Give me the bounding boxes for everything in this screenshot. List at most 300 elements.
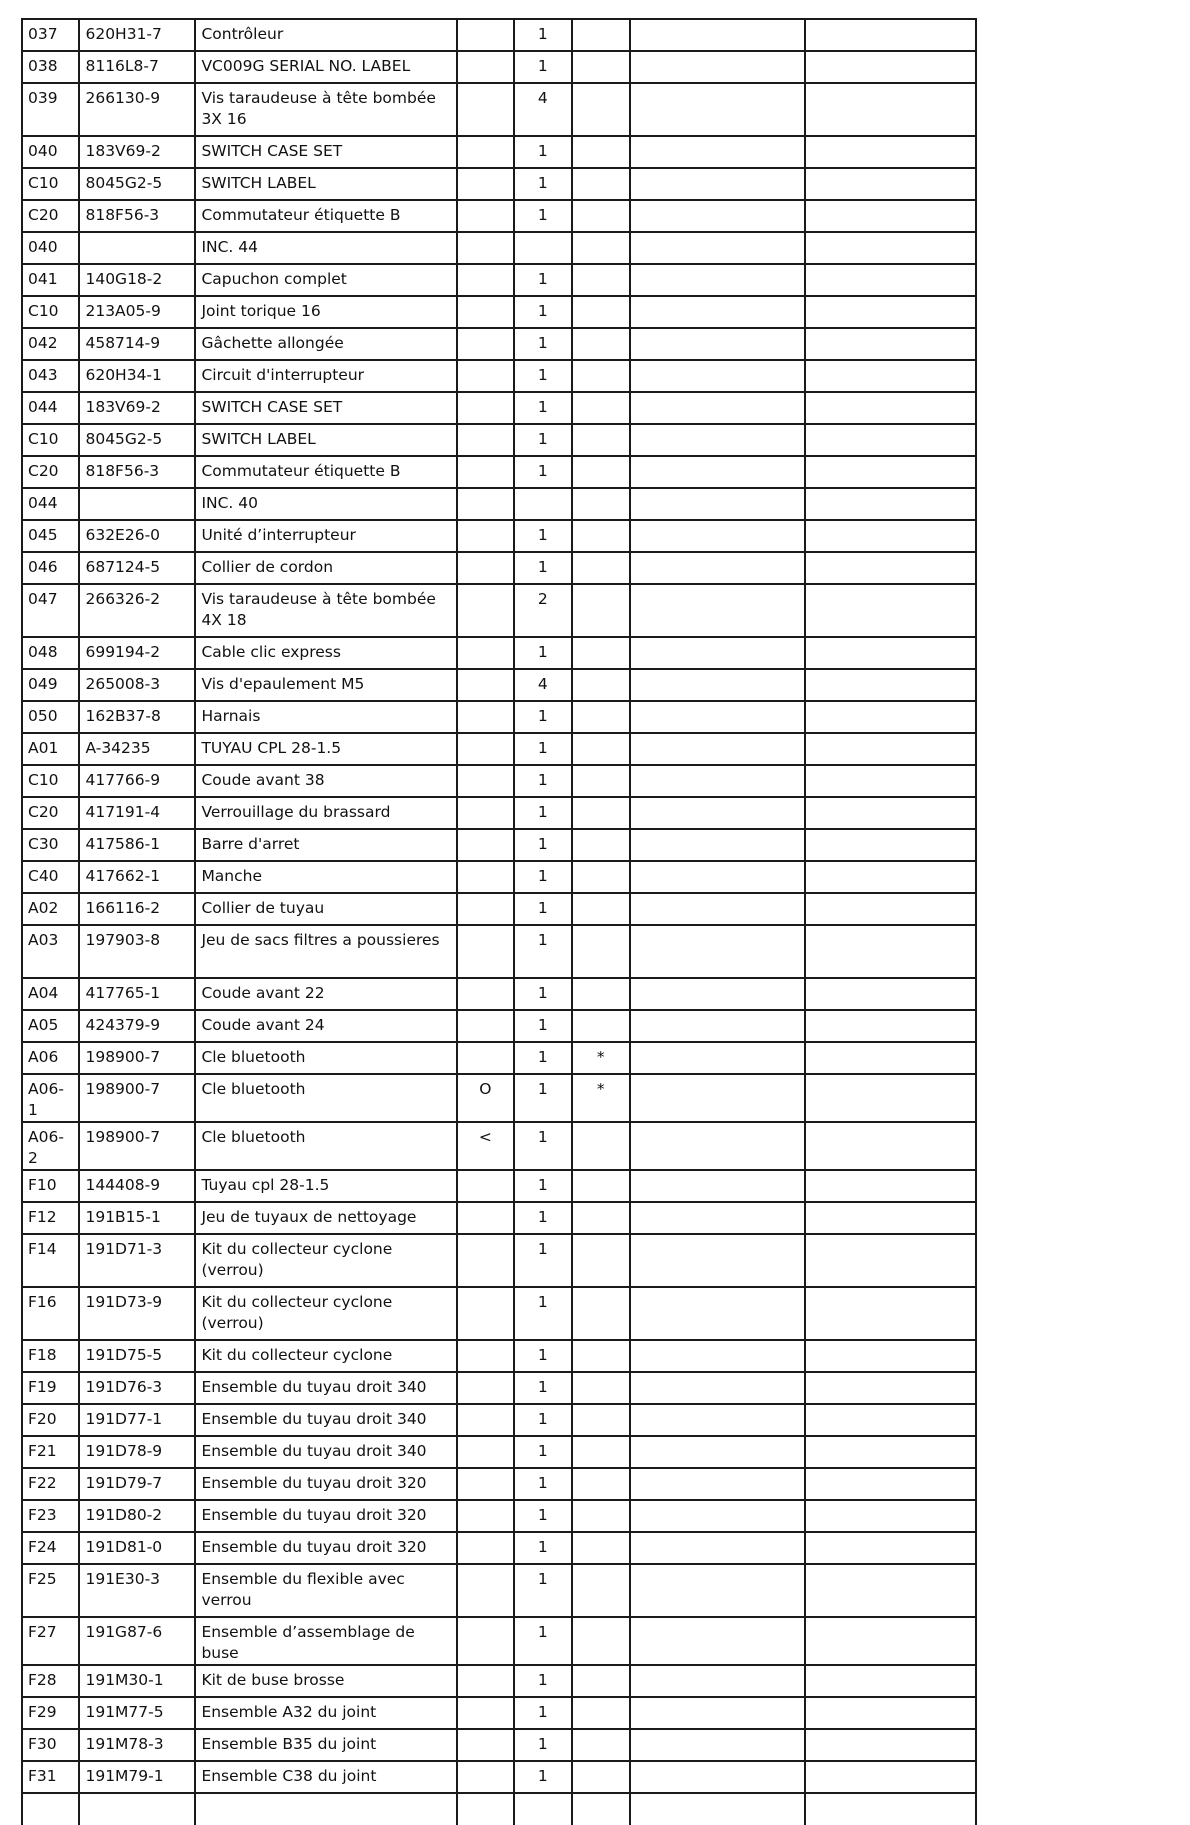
part-number-cell: 699194-2 (79, 637, 195, 669)
quantity-cell: 1 (514, 1202, 571, 1234)
marker-cell (457, 1665, 514, 1697)
quantity-cell: 1 (514, 1234, 571, 1287)
table-row (22, 829, 976, 861)
part-number-cell: 424379-9 (79, 1010, 195, 1042)
item-number-cell: C40 (22, 861, 79, 893)
note-flag-cell (572, 51, 630, 83)
description-cell: Joint torique 16 (195, 296, 456, 328)
note-flag-cell (572, 1340, 630, 1372)
description-cell: Harnais (195, 701, 456, 733)
empty-cell-a (630, 1404, 804, 1436)
table-row (22, 488, 976, 520)
marker-cell (457, 1234, 514, 1287)
empty-cell-b (805, 168, 977, 200)
table-row (22, 1074, 976, 1122)
item-number-cell: F31 (22, 1761, 79, 1793)
item-number-cell: F14 (22, 1234, 79, 1287)
empty-cell-b (805, 1436, 977, 1468)
empty-cell-b (805, 765, 977, 797)
note-flag-cell (572, 1372, 630, 1404)
quantity-cell: 1 (514, 1287, 571, 1340)
part-number-cell: 265008-3 (79, 669, 195, 701)
note-flag-cell (572, 1697, 630, 1729)
table-row (22, 637, 976, 669)
item-number-cell: C20 (22, 797, 79, 829)
empty-cell-a (630, 1042, 804, 1074)
note-flag-cell (572, 1617, 630, 1665)
part-number-cell: 191D80-2 (79, 1500, 195, 1532)
marker-cell (457, 83, 514, 136)
item-number-cell: F16 (22, 1287, 79, 1340)
marker-cell (457, 1564, 514, 1617)
table-row (22, 136, 976, 168)
part-number-cell: 197903-8 (79, 925, 195, 978)
quantity-cell: 2 (514, 584, 571, 637)
quantity-cell: 1 (514, 456, 571, 488)
empty-cell-b (805, 669, 977, 701)
description-cell: Ensemble d’assemblage de buse (195, 1617, 456, 1665)
item-number-cell: 037 (22, 19, 79, 51)
empty-cell (514, 1793, 571, 1825)
item-number-cell: F18 (22, 1340, 79, 1372)
table-row (22, 1729, 976, 1761)
item-number-cell: A02 (22, 893, 79, 925)
table-row (22, 392, 976, 424)
quantity-cell: 1 (514, 360, 571, 392)
part-number-cell: 191E30-3 (79, 1564, 195, 1617)
table-row (22, 925, 976, 978)
table-row (22, 1170, 976, 1202)
note-flag-cell (572, 296, 630, 328)
empty-cell-b (805, 19, 977, 51)
part-number-cell: 417586-1 (79, 829, 195, 861)
quantity-cell: 1 (514, 520, 571, 552)
quantity-cell: 1 (514, 925, 571, 978)
part-number-cell: 198900-7 (79, 1074, 195, 1122)
description-cell: Ensemble du tuyau droit 320 (195, 1500, 456, 1532)
empty-cell-a (630, 1468, 804, 1500)
note-flag-cell (572, 1287, 630, 1340)
item-number-cell: A05 (22, 1010, 79, 1042)
marker-cell (457, 829, 514, 861)
empty-cell-a (630, 136, 804, 168)
part-number-cell: A-34235 (79, 733, 195, 765)
item-number-cell: 046 (22, 552, 79, 584)
item-number-cell: 048 (22, 637, 79, 669)
quantity-cell: 1 (514, 1170, 571, 1202)
item-number-cell: F27 (22, 1617, 79, 1665)
empty-cell-b (805, 1665, 977, 1697)
part-number-cell: 191D78-9 (79, 1436, 195, 1468)
marker-cell (457, 51, 514, 83)
table-row (22, 733, 976, 765)
part-number-cell: 687124-5 (79, 552, 195, 584)
item-number-cell: 040 (22, 232, 79, 264)
part-number-cell: 620H31-7 (79, 19, 195, 51)
part-number-cell: 144408-9 (79, 1170, 195, 1202)
part-number-cell: 632E26-0 (79, 520, 195, 552)
empty-cell-b (805, 861, 977, 893)
note-flag-cell (572, 1170, 630, 1202)
marker-cell (457, 1202, 514, 1234)
empty-cell-a (630, 1340, 804, 1372)
table-row-cut-off (22, 1793, 976, 1825)
description-cell: Coude avant 24 (195, 1010, 456, 1042)
empty-cell-a (630, 1074, 804, 1122)
marker-cell (457, 1729, 514, 1761)
note-flag-cell (572, 893, 630, 925)
table-row (22, 1468, 976, 1500)
description-cell: SWITCH CASE SET (195, 392, 456, 424)
quantity-cell: 1 (514, 51, 571, 83)
empty-cell-a (630, 296, 804, 328)
empty-cell-a (630, 669, 804, 701)
item-number-cell: 040 (22, 136, 79, 168)
table-row (22, 1202, 976, 1234)
empty-cell-a (630, 1500, 804, 1532)
quantity-cell (514, 488, 571, 520)
note-flag-cell (572, 829, 630, 861)
part-number-cell: 183V69-2 (79, 136, 195, 168)
item-number-cell: C10 (22, 168, 79, 200)
part-number-cell: 191D79-7 (79, 1468, 195, 1500)
table-row (22, 861, 976, 893)
part-number-cell: 266326-2 (79, 584, 195, 637)
empty-cell (457, 1793, 514, 1825)
description-cell: Cable clic express (195, 637, 456, 669)
description-cell: INC. 40 (195, 488, 456, 520)
part-number-cell: 191B15-1 (79, 1202, 195, 1234)
quantity-cell: 1 (514, 1404, 571, 1436)
empty-cell-a (630, 168, 804, 200)
empty-cell-b (805, 1202, 977, 1234)
quantity-cell (514, 232, 571, 264)
quantity-cell: 1 (514, 1729, 571, 1761)
part-number-cell: 213A05-9 (79, 296, 195, 328)
item-number-cell: A06 (22, 1042, 79, 1074)
marker-cell: O (457, 1074, 514, 1122)
quantity-cell: 1 (514, 19, 571, 51)
note-flag-cell (572, 456, 630, 488)
table-row (22, 1617, 976, 1665)
marker-cell (457, 669, 514, 701)
empty-cell-a (630, 765, 804, 797)
marker-cell (457, 264, 514, 296)
item-number-cell: F19 (22, 1372, 79, 1404)
quantity-cell: 1 (514, 1436, 571, 1468)
empty-cell-b (805, 1010, 977, 1042)
note-flag-cell (572, 19, 630, 51)
marker-cell (457, 488, 514, 520)
marker-cell (457, 1404, 514, 1436)
empty-cell-b (805, 392, 977, 424)
table-row (22, 328, 976, 360)
table-row (22, 701, 976, 733)
item-number-cell: F12 (22, 1202, 79, 1234)
empty-cell-a (630, 83, 804, 136)
part-number-cell: 8116L8-7 (79, 51, 195, 83)
empty-cell-a (630, 51, 804, 83)
quantity-cell: 1 (514, 829, 571, 861)
table-row (22, 296, 976, 328)
table-row (22, 232, 976, 264)
item-number-cell: F23 (22, 1500, 79, 1532)
table-row (22, 1404, 976, 1436)
table-row (22, 797, 976, 829)
description-cell: Unité d’interrupteur (195, 520, 456, 552)
marker-cell (457, 797, 514, 829)
table-row (22, 1372, 976, 1404)
marker-cell (457, 701, 514, 733)
marker-cell (457, 1500, 514, 1532)
description-cell: Collier de cordon (195, 552, 456, 584)
note-flag-cell (572, 765, 630, 797)
note-flag-cell (572, 1761, 630, 1793)
quantity-cell: 1 (514, 200, 571, 232)
description-cell: INC. 44 (195, 232, 456, 264)
table-row (22, 978, 976, 1010)
item-number-cell: C20 (22, 456, 79, 488)
empty-cell-b (805, 424, 977, 456)
note-flag-cell (572, 200, 630, 232)
part-number-cell: 266130-9 (79, 83, 195, 136)
part-number-cell: 162B37-8 (79, 701, 195, 733)
item-number-cell: A04 (22, 978, 79, 1010)
note-flag-cell (572, 925, 630, 978)
description-cell: Jeu de sacs filtres a poussieres (195, 925, 456, 978)
marker-cell (457, 1468, 514, 1500)
item-number-cell: F28 (22, 1665, 79, 1697)
note-flag-cell (572, 264, 630, 296)
description-cell: Ensemble A32 du joint (195, 1697, 456, 1729)
description-cell: SWITCH CASE SET (195, 136, 456, 168)
empty-cell-b (805, 520, 977, 552)
part-number-cell: 191G87-6 (79, 1617, 195, 1665)
table-row (22, 520, 976, 552)
item-number-cell: 044 (22, 488, 79, 520)
quantity-cell: 1 (514, 1617, 571, 1665)
empty-cell-a (630, 1010, 804, 1042)
table-row (22, 1340, 976, 1372)
marker-cell (457, 424, 514, 456)
part-number-cell: 818F56-3 (79, 200, 195, 232)
table-row (22, 360, 976, 392)
part-number-cell (79, 488, 195, 520)
empty-cell-b (805, 328, 977, 360)
empty-cell-b (805, 1617, 977, 1665)
part-number-cell: 198900-7 (79, 1122, 195, 1170)
marker-cell (457, 893, 514, 925)
empty-cell-a (630, 424, 804, 456)
item-number-cell: 049 (22, 669, 79, 701)
quantity-cell: 1 (514, 328, 571, 360)
empty-cell-b (805, 925, 977, 978)
description-cell: Kit du collecteur cyclone (195, 1340, 456, 1372)
item-number-cell: A03 (22, 925, 79, 978)
parts-list-page (21, 18, 977, 1785)
item-number-cell: A06-2 (22, 1122, 79, 1170)
quantity-cell: 1 (514, 1010, 571, 1042)
description-cell: Cle bluetooth (195, 1042, 456, 1074)
empty-cell-b (805, 1729, 977, 1761)
note-flag-cell (572, 584, 630, 637)
item-number-cell: F10 (22, 1170, 79, 1202)
marker-cell (457, 925, 514, 978)
empty-cell-b (805, 978, 977, 1010)
item-number-cell: F25 (22, 1564, 79, 1617)
empty-cell-b (805, 360, 977, 392)
part-number-cell: 620H34-1 (79, 360, 195, 392)
table-row (22, 893, 976, 925)
quantity-cell: 1 (514, 1074, 571, 1122)
description-cell: SWITCH LABEL (195, 168, 456, 200)
table-row (22, 200, 976, 232)
empty-cell-b (805, 1697, 977, 1729)
description-cell: SWITCH LABEL (195, 424, 456, 456)
quantity-cell: 4 (514, 83, 571, 136)
description-cell: Jeu de tuyaux de nettoyage (195, 1202, 456, 1234)
table-row (22, 584, 976, 637)
note-flag-cell (572, 328, 630, 360)
item-number-cell: 044 (22, 392, 79, 424)
marker-cell (457, 1617, 514, 1665)
description-cell: VC009G SERIAL NO. LABEL (195, 51, 456, 83)
table-row (22, 1665, 976, 1697)
empty-cell-a (630, 1617, 804, 1665)
empty-cell-a (630, 520, 804, 552)
empty-cell-b (805, 1042, 977, 1074)
table-row (22, 1010, 976, 1042)
table-row (22, 83, 976, 136)
part-number-cell: 166116-2 (79, 893, 195, 925)
part-number-cell: 417766-9 (79, 765, 195, 797)
empty-cell-a (630, 360, 804, 392)
quantity-cell: 1 (514, 1122, 571, 1170)
marker-cell (457, 296, 514, 328)
empty-cell-a (630, 584, 804, 637)
table-row (22, 1761, 976, 1793)
empty-cell-b (805, 1532, 977, 1564)
note-flag-cell (572, 424, 630, 456)
empty-cell-b (805, 637, 977, 669)
description-cell: Ensemble du tuyau droit 320 (195, 1532, 456, 1564)
empty-cell-a (630, 893, 804, 925)
description-cell: Collier de tuyau (195, 893, 456, 925)
table-row (22, 669, 976, 701)
empty-cell-a (630, 925, 804, 978)
empty-cell-a (630, 232, 804, 264)
marker-cell (457, 232, 514, 264)
empty-cell-a (630, 1170, 804, 1202)
description-cell: Capuchon complet (195, 264, 456, 296)
description-cell: Tuyau cpl 28-1.5 (195, 1170, 456, 1202)
empty-cell-b (805, 1468, 977, 1500)
empty-cell-a (630, 1532, 804, 1564)
item-number-cell: 038 (22, 51, 79, 83)
marker-cell (457, 861, 514, 893)
quantity-cell: 1 (514, 1042, 571, 1074)
part-number-cell: 818F56-3 (79, 456, 195, 488)
part-number-cell: 191D75-5 (79, 1340, 195, 1372)
item-number-cell: F29 (22, 1697, 79, 1729)
quantity-cell: 1 (514, 701, 571, 733)
quantity-cell: 1 (514, 1500, 571, 1532)
empty-cell-b (805, 51, 977, 83)
note-flag-cell (572, 797, 630, 829)
note-flag-cell (572, 1202, 630, 1234)
note-flag-cell (572, 733, 630, 765)
table-row (22, 19, 976, 51)
empty-cell-b (805, 200, 977, 232)
empty-cell-a (630, 637, 804, 669)
marker-cell (457, 168, 514, 200)
empty-cell-a (630, 552, 804, 584)
empty-cell-a (630, 328, 804, 360)
item-number-cell: F24 (22, 1532, 79, 1564)
description-cell: Coude avant 22 (195, 978, 456, 1010)
marker-cell (457, 1042, 514, 1074)
table-row (22, 456, 976, 488)
item-number-cell: C10 (22, 296, 79, 328)
empty-cell-b (805, 1170, 977, 1202)
empty-cell-b (805, 829, 977, 861)
part-number-cell: 140G18-2 (79, 264, 195, 296)
marker-cell (457, 733, 514, 765)
quantity-cell: 1 (514, 552, 571, 584)
table-row (22, 1436, 976, 1468)
part-number-cell: 458714-9 (79, 328, 195, 360)
description-cell: Vis taraudeuse à tête bombée 3X 16 (195, 83, 456, 136)
marker-cell: < (457, 1122, 514, 1170)
empty-cell-a (630, 829, 804, 861)
empty-cell (22, 1793, 79, 1825)
empty-cell-b (805, 893, 977, 925)
empty-cell-b (805, 1287, 977, 1340)
part-number-cell: 417765-1 (79, 978, 195, 1010)
empty-cell-a (630, 1697, 804, 1729)
empty-cell-b (805, 1404, 977, 1436)
table-row (22, 765, 976, 797)
table-row (22, 264, 976, 296)
part-number-cell: 417662-1 (79, 861, 195, 893)
quantity-cell: 1 (514, 1468, 571, 1500)
quantity-cell: 1 (514, 296, 571, 328)
description-cell: Ensemble du tuyau droit 340 (195, 1404, 456, 1436)
note-flag-cell (572, 701, 630, 733)
quantity-cell: 1 (514, 1564, 571, 1617)
empty-cell (805, 1793, 977, 1825)
description-cell: Verrouillage du brassard (195, 797, 456, 829)
marker-cell (457, 765, 514, 797)
quantity-cell: 1 (514, 168, 571, 200)
empty-cell-a (630, 1122, 804, 1170)
marker-cell (457, 1287, 514, 1340)
marker-cell (457, 200, 514, 232)
quantity-cell: 1 (514, 978, 571, 1010)
description-cell: Contrôleur (195, 19, 456, 51)
empty-cell-b (805, 584, 977, 637)
part-number-cell: 191M78-3 (79, 1729, 195, 1761)
item-number-cell: C10 (22, 424, 79, 456)
empty-cell-b (805, 83, 977, 136)
quantity-cell: 1 (514, 1697, 571, 1729)
empty-cell-b (805, 456, 977, 488)
note-flag-cell (572, 1010, 630, 1042)
empty-cell-a (630, 1761, 804, 1793)
item-number-cell: F21 (22, 1436, 79, 1468)
item-number-cell: 039 (22, 83, 79, 136)
note-flag-cell (572, 978, 630, 1010)
